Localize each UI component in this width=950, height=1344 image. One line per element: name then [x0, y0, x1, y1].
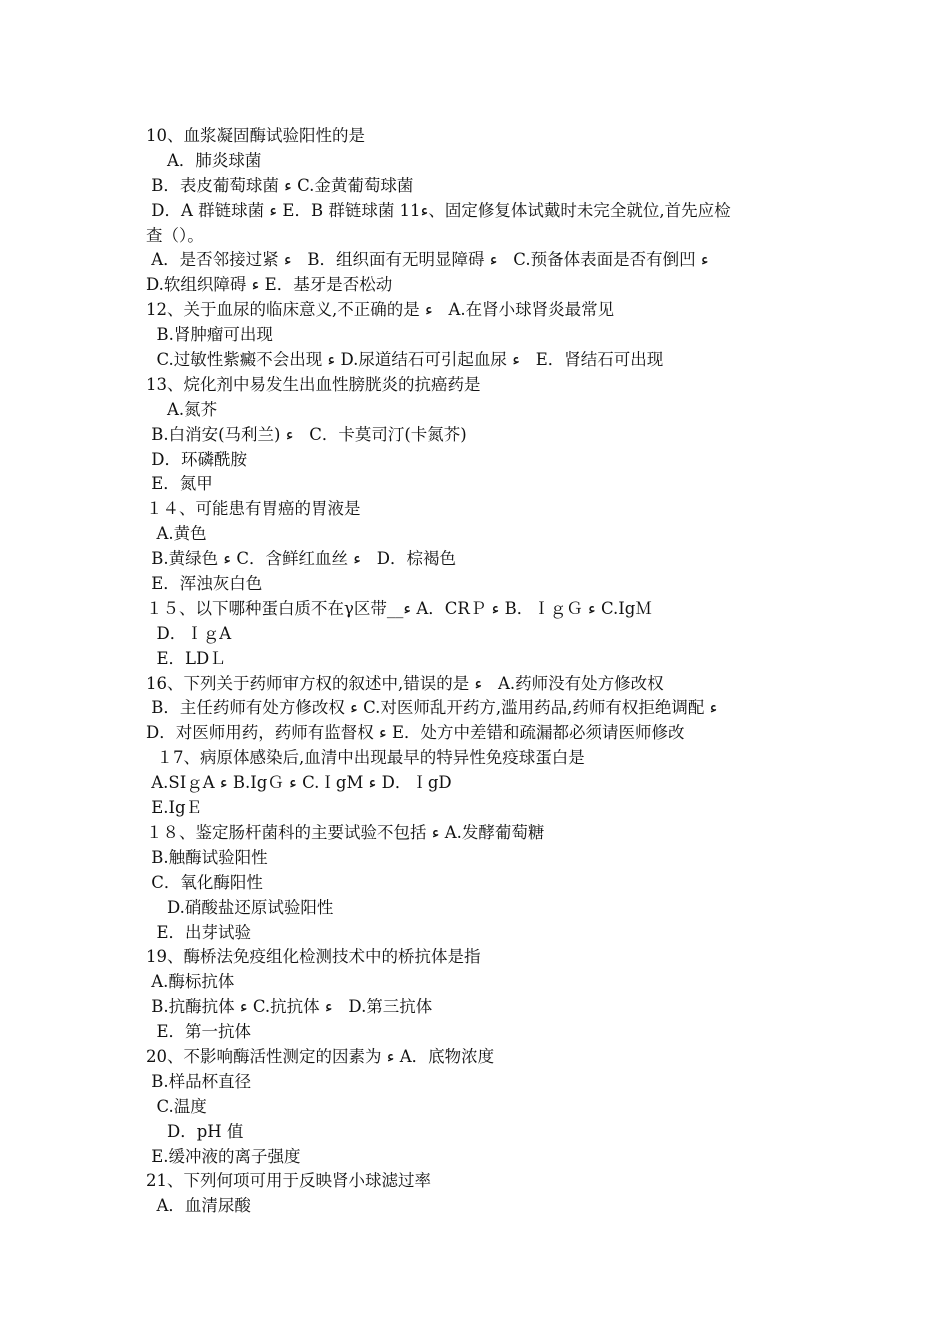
text-line: E．LDＬ: [146, 648, 226, 668]
text-line: １８、鉴定肠杆菌科的主要试验不包括 ء A.发酵葡萄糖: [146, 822, 545, 842]
text-line: A.SIｇA ء B.IgＧ ء C.ＩgM ء D．ＩgD: [146, 773, 452, 793]
text-line: 21、下列何项可用于反映肾小球滤过率: [146, 1171, 431, 1191]
text-line: E．氮甲: [146, 474, 213, 494]
text-line: E．第一抗体: [146, 1022, 252, 1042]
text-line: B.黄绿色 ء C．含鲜红血丝 ء D．棕褐色: [146, 549, 456, 569]
text-line: D.软组织障碍 ء E．基牙是否松动: [146, 275, 393, 295]
text-line: A．是否邻接过紧 ء B．组织面有无明显障碍 ء C.预备体表面是否有倒凹 ء: [146, 250, 709, 270]
text-line: A.酶标抗体: [146, 972, 235, 992]
text-line: B.抗酶抗体 ء C.抗抗体 ء D.第三抗体: [146, 997, 433, 1017]
text-line: B.肾肿瘤可出现: [146, 325, 273, 345]
text-line: 10、血浆凝固酶试验阳性的是: [146, 126, 365, 145]
text-line: B．主任药师有处方修改权 ء C.对医师乱开药方,滥用药品,药师有权拒绝调配 ء: [146, 698, 718, 718]
text-line: B．表皮葡萄球菌 ء C.金黄葡萄球菌: [146, 175, 414, 195]
text-line: C.过敏性紫癜不会出现 ء D.尿道结石可引起血尿 ء E．肾结石可出现: [146, 350, 664, 370]
text-line: D.硝酸盐还原试验阳性: [146, 897, 334, 917]
text-line: E．出芽试验: [146, 922, 252, 942]
text-line: １５、以下哪种蛋白质不在γ区带__ء A．CRＰ ء B．ＩｇＧ ء C.IgＭ: [146, 598, 652, 618]
text-line: 20、不影响酶活性测定的因素为 ء A．底物浓度: [146, 1046, 495, 1066]
text-line: 16、下列关于药师审方权的叙述中,错误的是 ء A.药师没有处方修改权: [146, 673, 664, 693]
text-line: E.缓冲液的离子强度: [146, 1146, 301, 1166]
text-line: E．浑浊灰白色: [146, 574, 263, 594]
text-line: A．肺炎球菌: [146, 150, 262, 170]
text-line: B.白消安(马利兰) ء C．卡莫司汀(卡氮芥): [146, 424, 467, 444]
text-line: A．血清尿酸: [146, 1196, 251, 1216]
text-line: １7、病原体感染后,血清中出现最早的特异性免疫球蛋白是: [146, 748, 585, 768]
text-line: １４、可能患有胃癌的胃液是: [146, 499, 361, 519]
text-line: D．对医师用药，药师有监督权 ء E．处方中差错和疏漏都必须请医师修改: [146, 723, 685, 743]
text-line: C．氧化酶阳性: [146, 872, 263, 892]
text-line: C.温度: [146, 1096, 207, 1116]
text-line: A.氮芥: [146, 399, 218, 419]
text-line: 查（）。: [146, 225, 204, 245]
exam-question-text: [146, 124, 814, 1219]
text-line: D．ＩｇA: [146, 623, 232, 643]
text-line: B.样品杯直径: [146, 1071, 252, 1091]
text-line: 19、酶桥法免疫组化检测技术中的桥抗体是指: [146, 947, 481, 967]
text-line: D．pH 值: [146, 1121, 244, 1141]
text-line: D．A 群链球菌 ء E．B 群链球菌 11ء、固定修复体试戴时未完全就位,首先应检: [146, 200, 731, 220]
text-line: 12、关于血尿的临床意义,不正确的是 ء A.在肾小球肾炎最常见: [146, 300, 615, 320]
text-line: E.IgＥ: [146, 798, 203, 818]
text-line: B.触酶试验阳性: [146, 847, 268, 867]
text-line: 13、烷化剂中易发生出血性膀胱炎的抗癌药是: [146, 374, 481, 394]
text-line: A.黄色: [146, 524, 207, 544]
text-line: D．环磷酰胺: [146, 449, 247, 469]
